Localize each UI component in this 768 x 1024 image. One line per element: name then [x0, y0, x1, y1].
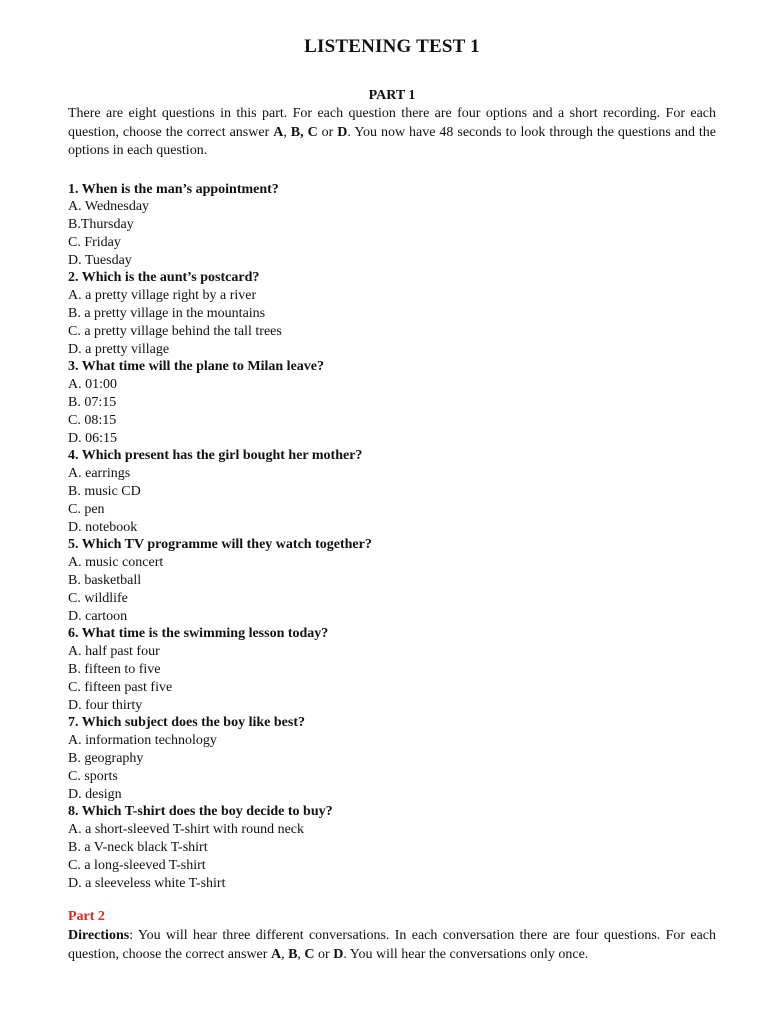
- answer-option: A. Wednesday: [68, 199, 150, 215]
- part2-directions: Directions: You will hear three different conversations. In each conversation there are four questions. For each question, choose the correct answer A, B, C or D. You will hear the conversations only once.: [68, 928, 716, 962]
- answer-option: A. information technology: [68, 733, 217, 749]
- question-list: [68, 181, 716, 893]
- answer-option: C. 08:15: [68, 412, 117, 428]
- option-letter-d: D: [337, 124, 348, 140]
- answer-option: D. cartoon: [68, 608, 128, 624]
- question-3: [68, 358, 716, 447]
- answer-option: C. a pretty village behind the tall trees: [68, 323, 282, 339]
- answer-option: A. a pretty village right by a river: [68, 288, 257, 304]
- question-text: 1. When is the man’s appointment?: [68, 181, 279, 197]
- answer-option: D. design: [68, 786, 122, 802]
- answer-option: C. fifteen past five: [68, 679, 173, 695]
- answer-option: A. 01:00: [68, 377, 117, 393]
- part1-instructions: There are eight questions in this part. For each question there are four options and a short recording. For each question, choose the correct answer A, B, C or D. You now have 48 seconds to look through the questions and the options in each question.: [68, 106, 716, 158]
- question-1: [68, 181, 716, 270]
- answer-option: B. fifteen to five: [68, 662, 161, 678]
- option-letter-a: A: [273, 124, 284, 140]
- answer-option: C. wildlife: [68, 590, 128, 606]
- answer-option: B. a V-neck black T-shirt: [68, 839, 208, 855]
- option-letter-b: B,: [290, 124, 304, 140]
- answer-option: B.Thursday: [68, 217, 134, 233]
- part2-directions-text-end: . You will hear the conversations only once.: [343, 946, 589, 962]
- question-2: [68, 269, 716, 358]
- option-letter-b: B: [288, 946, 298, 962]
- question-text: 8. Which T-shirt does the boy decide to buy?: [68, 804, 333, 820]
- answer-option: C. a long-sleeved T-shirt: [68, 857, 206, 873]
- document-page: [68, 0, 716, 964]
- question-text: 6. What time is the swimming lesson today?: [68, 626, 329, 642]
- answer-option: C. sports: [68, 768, 118, 784]
- document-title: LISTENING TEST 1: [304, 36, 480, 57]
- answer-option: B. a pretty village in the mountains: [68, 306, 266, 322]
- answer-option: A. earrings: [68, 466, 131, 482]
- part1-heading: PART 1: [368, 88, 416, 103]
- question-5: [68, 536, 716, 625]
- option-letter-d: D: [333, 946, 344, 962]
- answer-option: B. music CD: [68, 484, 141, 500]
- question-text: 2. Which is the aunt’s postcard?: [68, 270, 260, 286]
- question-text: 4. Which present has the girl bought her mother?: [68, 448, 363, 464]
- question-7: [68, 714, 716, 803]
- answer-option: D. a pretty village: [68, 341, 170, 357]
- answer-option: D. Tuesday: [68, 252, 132, 268]
- question-8: [68, 803, 716, 892]
- answer-option: C. Friday: [68, 234, 121, 250]
- answer-option: B. geography: [68, 751, 144, 766]
- directions-label: Directions: [68, 928, 130, 944]
- answer-option: C. pen: [68, 501, 105, 517]
- part2-heading: Part 2: [68, 909, 105, 925]
- answer-option: D. notebook: [68, 519, 138, 535]
- question-4: [68, 447, 716, 536]
- part1-intro-text: There are eight questions in this part. For each question there are four options and a short recording. For each question, choose the correct answer: [68, 106, 716, 140]
- question-text: 3. What time will the plane to Milan leave?: [68, 359, 324, 375]
- answer-option: B. 07:15: [68, 395, 117, 411]
- answer-option: D. 06:15: [68, 430, 117, 446]
- question-text: 7. Which subject does the boy like best?: [68, 715, 305, 731]
- answer-option: B. basketball: [68, 573, 142, 589]
- answer-option: A. half past four: [68, 644, 160, 660]
- answer-option: A. a short-sleeved T-shirt with round neck: [68, 822, 305, 838]
- answer-option: A. music concert: [68, 555, 164, 571]
- option-letter-c: C: [304, 946, 315, 962]
- question-6: [68, 625, 716, 714]
- part2-directions-text: : You will hear three different conversations. In each conversation there are four questions. For each question, choose the correct answer: [68, 928, 716, 962]
- option-letter-c: C: [307, 124, 318, 140]
- question-text: 5. Which TV programme will they watch together?: [68, 537, 372, 553]
- answer-option: D. four thirty: [68, 697, 143, 713]
- option-letter-a: A: [270, 946, 282, 962]
- part1-intro-text-end: . You now have 48 seconds to look through the questions and the options in each question.: [68, 124, 716, 158]
- answer-option: D. a sleeveless white T-shirt: [68, 875, 226, 891]
